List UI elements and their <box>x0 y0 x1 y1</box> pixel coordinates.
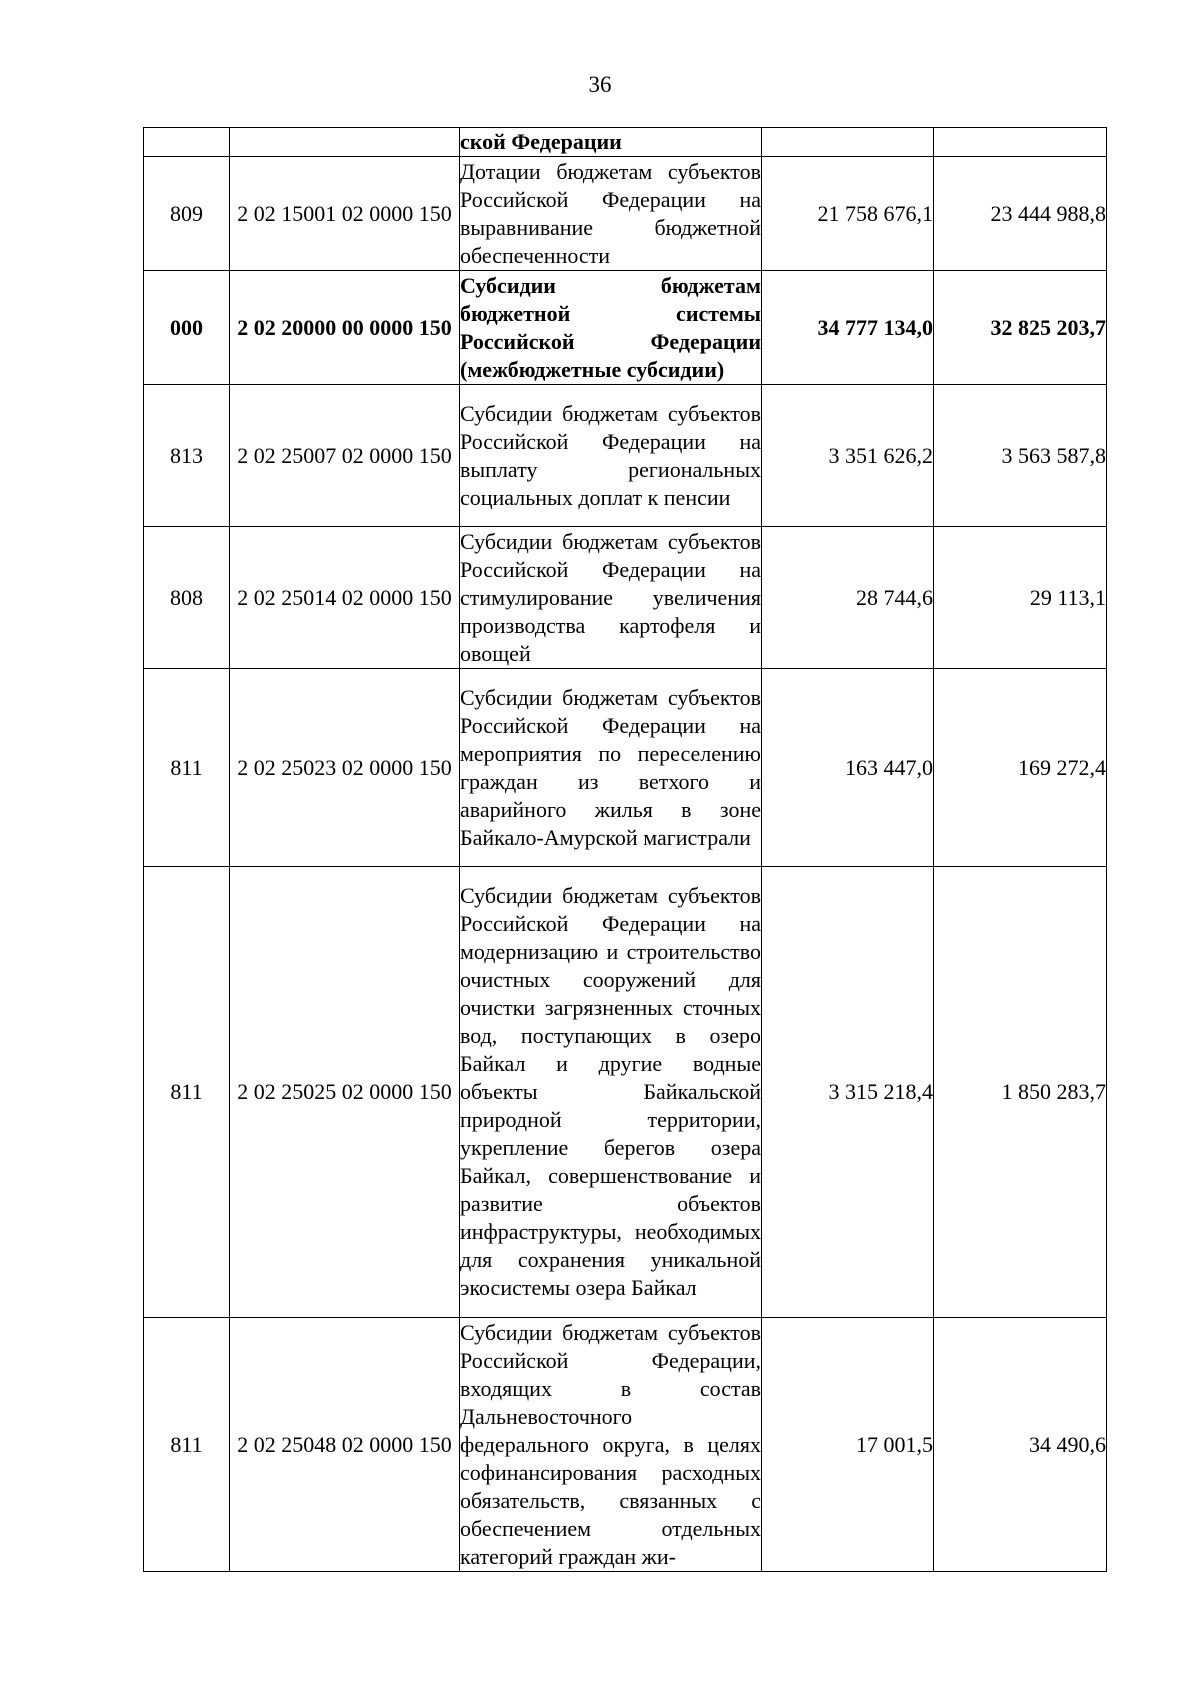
budget-table <box>143 127 1107 1572</box>
value-2-cell: 3 563 587,8 <box>934 385 1107 527</box>
budget-code-cell: 2 02 20000 00 0000 150 <box>230 271 460 385</box>
value-1-cell: 34 777 134,0 <box>762 271 934 385</box>
description-cell: Субсидии бюджетам субъектов Российской Федерации, входящих в состав Дальневосточного федерального округа, в целях софинансирования расходных обязательств, связанных с обеспечением отдельных категорий граждан жи- <box>460 1318 762 1572</box>
description-cell: Субсидии бюджетам субъектов Российской Федерации на мероприятия по переселению граждан из ветхого и аварийного жилья в зоне Байкало-Амурской магистрали <box>460 669 762 867</box>
table-row <box>144 271 1107 385</box>
budget-code-cell: 2 02 25007 02 0000 150 <box>230 385 460 527</box>
table-row <box>144 128 1107 157</box>
admin-code-cell: 000 <box>144 271 230 385</box>
admin-code-cell: 808 <box>144 527 230 669</box>
admin-code-cell: 809 <box>144 157 230 271</box>
admin-code-cell: 811 <box>144 669 230 867</box>
table-row <box>144 669 1107 867</box>
value-1-cell: 17 001,5 <box>762 1318 934 1572</box>
admin-code-cell <box>144 128 230 157</box>
value-2-cell: 29 113,1 <box>934 527 1107 669</box>
value-2-cell: 1 850 283,7 <box>934 867 1107 1318</box>
value-2-cell: 169 272,4 <box>934 669 1107 867</box>
value-1-cell: 3 315 218,4 <box>762 867 934 1318</box>
admin-code-cell: 813 <box>144 385 230 527</box>
value-1-cell: 21 758 676,1 <box>762 157 934 271</box>
table-row <box>144 867 1107 1318</box>
budget-code-cell <box>230 128 460 157</box>
description-cell: Дотации бюджетам субъектов Российской Федерации на выравнивание бюджетной обеспеченности <box>460 157 762 271</box>
budget-code-cell: 2 02 25048 02 0000 150 <box>230 1318 460 1572</box>
description-cell: Субсидии бюджетам субъектов Российской Федерации на модернизацию и строительство очистных сооружений для очистки загрязненных сточных вод, поступающих в озеро Байкал и другие водные объекты Байкальской природной территории, укрепление берегов озера Байкал, совершенствование и развитие объектов инфраструктуры, необходимых для сохранения уникальной экосистемы озера Байкал <box>460 867 762 1318</box>
value-2-cell: 34 490,6 <box>934 1318 1107 1572</box>
table-row <box>144 1318 1107 1572</box>
description-cell: Субсидии бюджетам субъектов Российской Федерации на стимулирование увеличения производства картофеля и овощей <box>460 527 762 669</box>
value-1-cell: 3 351 626,2 <box>762 385 934 527</box>
table-row <box>144 385 1107 527</box>
table-row <box>144 527 1107 669</box>
value-1-cell: 28 744,6 <box>762 527 934 669</box>
value-1-cell: 163 447,0 <box>762 669 934 867</box>
admin-code-cell: 811 <box>144 867 230 1318</box>
value-2-cell <box>934 128 1107 157</box>
table-row <box>144 157 1107 271</box>
budget-code-cell: 2 02 25023 02 0000 150 <box>230 669 460 867</box>
budget-code-cell: 2 02 15001 02 0000 150 <box>230 157 460 271</box>
value-2-cell: 32 825 203,7 <box>934 271 1107 385</box>
budget-code-cell: 2 02 25014 02 0000 150 <box>230 527 460 669</box>
description-cell: Субсидии бюджетам субъектов Российской Федерации на выплату региональных социальных доплат к пенсии <box>460 385 762 527</box>
admin-code-cell: 811 <box>144 1318 230 1572</box>
value-2-cell: 23 444 988,8 <box>934 157 1107 271</box>
page-number: 36 <box>588 72 612 97</box>
value-1-cell <box>762 128 934 157</box>
budget-code-cell: 2 02 25025 02 0000 150 <box>230 867 460 1318</box>
description-cell: ской Федерации <box>460 128 762 157</box>
description-cell: Субсидии бюджетам бюджетной системы Российской Федерации (межбюджетные субсидии) <box>460 271 762 385</box>
